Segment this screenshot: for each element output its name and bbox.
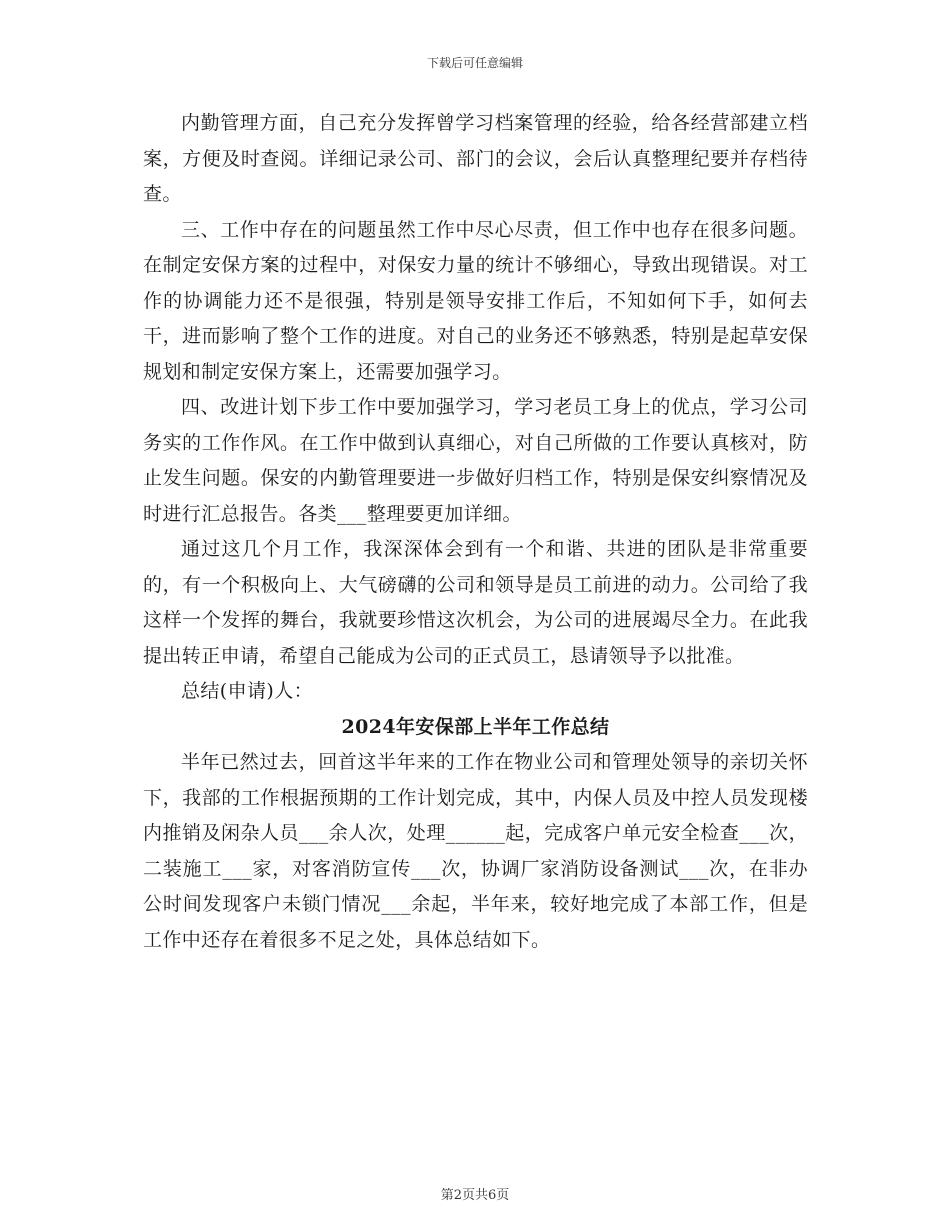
paragraph-signature: 总结(申请)人： [181, 680, 314, 702]
paragraph-problems: 三、工作中存在的问题虽然工作中尽心尽责，但工作中也存在很多问题。在制定安保方案的过程中，对保安力量的统计不够细心，导致出现错误。对工作的协调能力还不是很强，特别是领导安排工作后，不知如何下手，如何去干，进而影响了整个工作的进度。对自己的业务还不够熟悉，特别是起草安保规划和制定安保方案上，还需要加强学习。 [143, 218, 808, 383]
page-header: 下载后可任意编辑 [426, 56, 523, 70]
paragraph-internal-management: 内勤管理方面，自己充分发挥曾学习档案管理的经验，给各经营部建立档案，方便及时查阅。详细记录公司、部门的会议，会后认真整理纪要并存档待查。 [143, 112, 808, 205]
paragraph-conclusion: 通过这几个月工作，我深深体会到有一个和谐、共进的团队是非常重要的，有一个积极向上、大气磅礴的公司和领导是员工前进的动力。公司给了我这样一个发挥的舞台，我就要珍惜这次机会，为公司的进展竭尽全力。在此我提出转正申请，希望自己能成为公司的正式员工，恳请领导予以批准。 [143, 538, 808, 667]
section-title: 2024年安保部上半年工作总结 [341, 715, 610, 738]
paragraph-improvement-plan: 四、改进计划下步工作中要加强学习，学习老员工身上的优点，学习公司务实的工作作风。在工作中做到认真细心，对自己所做的工作要认真核对，防止发生问题。保安的内勤管理要进一步做好归档工作，特别是保安纠察情况及时进行汇总报告。各类___整理要更加详细。 [143, 396, 808, 525]
paragraph-half-year-summary: 半年已然过去，回首这半年来的工作在物业公司和管理处领导的亲切关怀下，我部的工作根据预期的工作计划完成，其中，内保人员及中控人员发现楼内推销及闲杂人员___余人次，处理______起，完成客户单元安全检查___次，二装施工___家，对客消防宣传___次，协调厂家消防设备测试___次，在非办公时间发现客户未锁门情况___余起，半年来，较好地完成了本部工作，但是工作中还存在着很多不足之处，具体总结如下。 [143, 751, 808, 951]
document-body [143, 106, 808, 958]
page-footer: 第2页共6页 [440, 1188, 510, 1203]
